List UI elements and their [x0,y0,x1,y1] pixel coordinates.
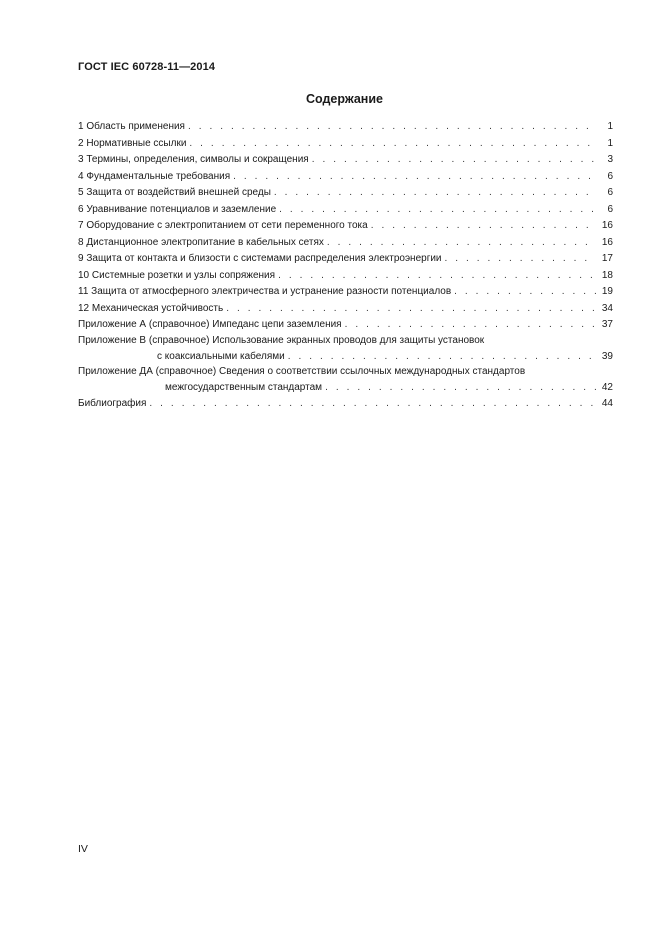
document-header: ГОСТ IEC 60728-11—2014 [78,61,216,73]
toc-entry-6[interactable] [78,202,613,219]
toc-entry-appendix-b[interactable] [78,334,613,365]
toc-entry-label: 7 Оборудование с электропитанием от сети переменного тока [78,220,368,231]
toc-entry-page: 16 [601,236,613,248]
toc-entry-label: 5 Защита от воздействий внешней среды [78,187,271,198]
toc-entry-5[interactable] [78,185,613,202]
dot-leader [279,202,596,219]
toc-entry-page: 3 [607,154,613,165]
dot-leader [274,185,596,202]
toc-entry-label: Приложение В (справочное) Использование экранных проводов для защиты установок [78,334,485,346]
toc-entry-7[interactable] [78,218,613,235]
dot-leader [233,169,596,186]
toc-entry-1[interactable] [78,119,613,136]
dot-leader [327,235,596,252]
toc-entry-9[interactable] [78,251,613,268]
toc-entry-page: 39 [601,350,613,362]
toc-entry-appendix-a[interactable] [78,317,613,334]
dot-leader [226,301,596,318]
toc-entry-page: 6 [607,170,613,182]
page-number: IV [78,843,88,855]
dot-leader [278,268,596,285]
dot-leader [189,136,596,153]
toc-entry-page: 6 [607,187,613,198]
toc-entry-appendix-da[interactable] [78,365,613,396]
toc-entry-label: 9 Защита от контакта и близости с системами распределения электроэнергии [78,253,442,264]
dot-leader [445,251,596,268]
dot-leader [325,379,596,396]
dot-leader [312,152,596,169]
dot-leader [288,348,596,365]
table-of-contents [78,119,613,412]
toc-entry-page: 17 [601,253,613,264]
toc-entry-3[interactable] [78,152,613,169]
dot-leader [454,284,596,301]
toc-entry-label: Приложение А (справочное) Импеданс цепи заземления [78,319,342,330]
dot-leader [188,119,596,136]
toc-entry-12[interactable] [78,301,613,318]
toc-entry-label: 11 Защита от атмосферного электричества и устранение разности потенциалов [78,286,452,297]
toc-entry-label: 1 Область применения [78,121,185,132]
toc-entry-page: 44 [601,397,613,409]
toc-entry-label: 12 Механическая устойчивость [78,302,224,314]
toc-entry-page: 42 [601,381,613,393]
toc-entry-10[interactable] [78,268,613,285]
toc-entry-2[interactable] [78,136,613,153]
dot-leader [149,396,596,413]
toc-entry-page: 37 [601,319,613,330]
toc-entry-page: 34 [601,302,613,314]
dot-leader [371,218,596,235]
toc-entry-label-continuation: межгосударственным стандартам [165,381,323,393]
toc-entry-4[interactable] [78,169,613,186]
toc-entry-page: 19 [601,286,613,297]
toc-entry-page: 18 [601,269,613,281]
page-title: Содержание [305,92,383,106]
toc-entry-label: Приложение ДА (справочное) Сведения о соответствии ссылочных международных стандартов [78,365,526,377]
toc-entry-label: 4 Фундаментальные требования [78,170,231,182]
toc-entry-label: 10 Системные розетки и узлы сопряжения [78,269,276,281]
toc-entry-page: 1 [607,121,613,132]
toc-entry-label: 6 Уравнивание потенциалов и заземление [78,203,277,215]
toc-entry-page: 1 [607,137,613,149]
dot-leader [345,317,596,334]
toc-entry-label: 8 Дистанционное электропитание в кабельных сетях [78,236,324,248]
toc-entry-11[interactable] [78,284,613,301]
toc-entry-label: Библиография [78,397,147,409]
toc-entry-label: 3 Термины, определения, символы и сокращения [78,154,309,165]
toc-entry-label: 2 Нормативные ссылки [78,137,187,149]
toc-entry-8[interactable] [78,235,613,252]
toc-entry-page: 16 [601,220,613,231]
toc-entry-page: 6 [607,203,613,215]
toc-entry-bibliography[interactable] [78,396,613,413]
toc-entry-label-continuation: с коаксиальными кабелями [157,350,285,362]
